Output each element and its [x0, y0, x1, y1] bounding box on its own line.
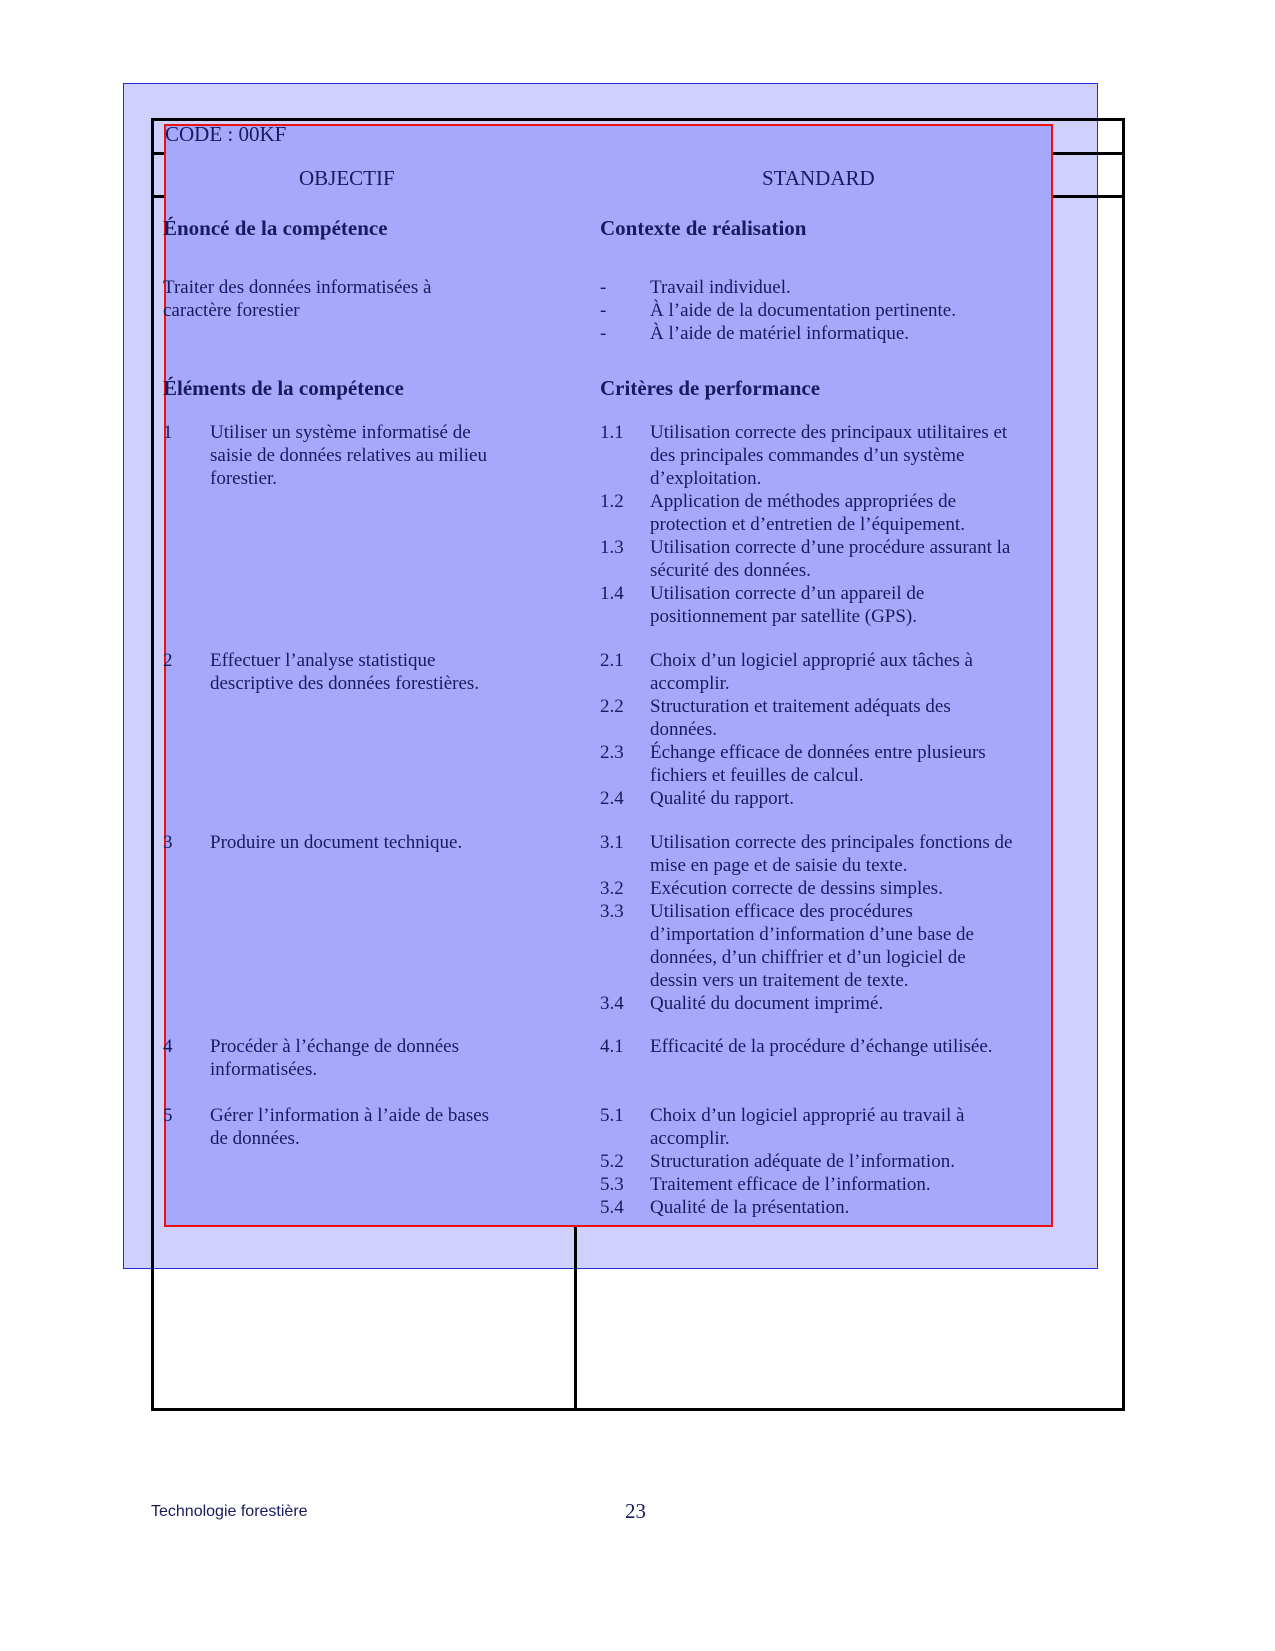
critere-line: Exécution correcte de dessins simples.	[650, 878, 943, 899]
element-line: de données.	[210, 1128, 300, 1149]
contexte-line: À l’aide de matériel informatique.	[650, 323, 910, 344]
element-line: Produire un document technique.	[210, 832, 463, 853]
page-number: 23	[625, 1499, 646, 1523]
critere-number: 4.1	[600, 1036, 624, 1057]
critere-number: 5.3	[600, 1174, 624, 1195]
header-standard: STANDARD	[762, 166, 875, 190]
critere-number: 3.1	[600, 832, 624, 853]
critere-number: 1.3	[600, 537, 624, 558]
critere-line: accomplir.	[650, 673, 730, 694]
element-number: 4	[163, 1036, 173, 1057]
critere-line: d’exploitation.	[650, 468, 762, 489]
critere-line: Utilisation correcte des principales fonctions de	[650, 832, 1013, 853]
element-number: 5	[163, 1105, 173, 1126]
critere-number: 1.2	[600, 491, 624, 512]
critere-line: Qualité du rapport.	[650, 788, 795, 809]
critere-number: 1.4	[600, 583, 624, 604]
critere-number: 2.3	[600, 742, 624, 763]
element-line: Gérer l’information à l’aide de bases	[210, 1105, 490, 1126]
element-number: 2	[163, 650, 173, 671]
critere-number: 3.2	[600, 878, 624, 899]
critere-line: sécurité des données.	[650, 560, 811, 581]
criteres-title: Critères de performance	[600, 376, 821, 400]
critere-number: 3.4	[600, 993, 624, 1014]
critere-line: Traitement efficace de l’information.	[650, 1174, 931, 1195]
elements-title: Éléments de la compétence	[163, 376, 404, 400]
element-line: Utiliser un système informatisé de	[210, 422, 471, 443]
critere-line: dessin vers un traitement de texte.	[650, 970, 909, 991]
critere-number: 2.2	[600, 696, 624, 717]
critere-line: Choix d’un logiciel approprié aux tâches à	[650, 650, 973, 671]
element-number: 3	[163, 832, 173, 853]
contexte-dash: -	[600, 323, 607, 344]
contexte-dash: -	[600, 277, 607, 298]
contexte-line: Travail individuel.	[650, 277, 791, 298]
critere-line: Structuration et traitement adéquats des	[650, 696, 951, 717]
element-line: saisie de données relatives au milieu	[210, 445, 487, 466]
critere-line: Échange efficace de données entre plusieurs	[650, 742, 986, 763]
critere-number: 1.1	[600, 422, 624, 443]
header-objectif: OBJECTIF	[299, 166, 395, 190]
critere-number: 5.4	[600, 1197, 624, 1218]
critere-number: 5.2	[600, 1151, 624, 1172]
critere-line: Application de méthodes appropriées de	[650, 491, 957, 512]
critere-number: 2.1	[600, 650, 624, 671]
contexte-line: À l’aide de la documentation pertinente.	[650, 300, 956, 321]
critere-line: des principales commandes d’un système	[650, 445, 965, 466]
footer-title: Technologie forestière	[151, 1503, 308, 1520]
critere-line: Qualité de la présentation.	[650, 1197, 850, 1218]
critere-number: 5.1	[600, 1105, 624, 1126]
critere-line: accomplir.	[650, 1128, 730, 1149]
critere-line: données.	[650, 719, 718, 740]
code-label: CODE : 00KF	[165, 122, 287, 146]
element-line: forestier.	[210, 468, 278, 489]
critere-line: Utilisation correcte des principaux utilitaires et	[650, 422, 1008, 443]
critere-line: positionnement par satellite (GPS).	[650, 606, 918, 627]
enonce-title: Énoncé de la compétence	[163, 216, 388, 240]
critere-line: Utilisation efficace des procédures	[650, 901, 913, 922]
critere-line: protection et d’entretien de l’équipement.	[650, 514, 965, 535]
critere-line: Utilisation correcte d’un appareil de	[650, 583, 925, 604]
critere-line: mise en page et de saisie du texte.	[650, 855, 908, 876]
critere-line: d’importation d’information d’une base de	[650, 924, 974, 945]
critere-line: fichiers et feuilles de calcul.	[650, 765, 864, 786]
element-line: descriptive des données forestières.	[210, 673, 480, 694]
element-number: 1	[163, 422, 173, 443]
critere-line: Utilisation correcte d’une procédure assurant la	[650, 537, 1011, 558]
element-line: informatisées.	[210, 1059, 318, 1080]
critere-line: données, d’un chiffrier et d’un logiciel de	[650, 947, 966, 968]
critere-line: Structuration adéquate de l’information.	[650, 1151, 955, 1172]
contexte-dash: -	[600, 300, 607, 321]
critere-line: Choix d’un logiciel approprié au travail à	[650, 1105, 965, 1126]
enonce-line: caractère forestier	[163, 300, 300, 321]
element-line: Effectuer l’analyse statistique	[210, 650, 436, 671]
critere-number: 2.4	[600, 788, 624, 809]
critere-number: 3.3	[600, 901, 624, 922]
enonce-line: Traiter des données informatisées à	[163, 277, 432, 298]
critere-line: Efficacité de la procédure d’échange utilisée.	[650, 1036, 993, 1057]
contexte-title: Contexte de réalisation	[600, 216, 807, 240]
element-line: Procéder à l’échange de données	[210, 1036, 459, 1057]
critere-line: Qualité du document imprimé.	[650, 993, 884, 1014]
